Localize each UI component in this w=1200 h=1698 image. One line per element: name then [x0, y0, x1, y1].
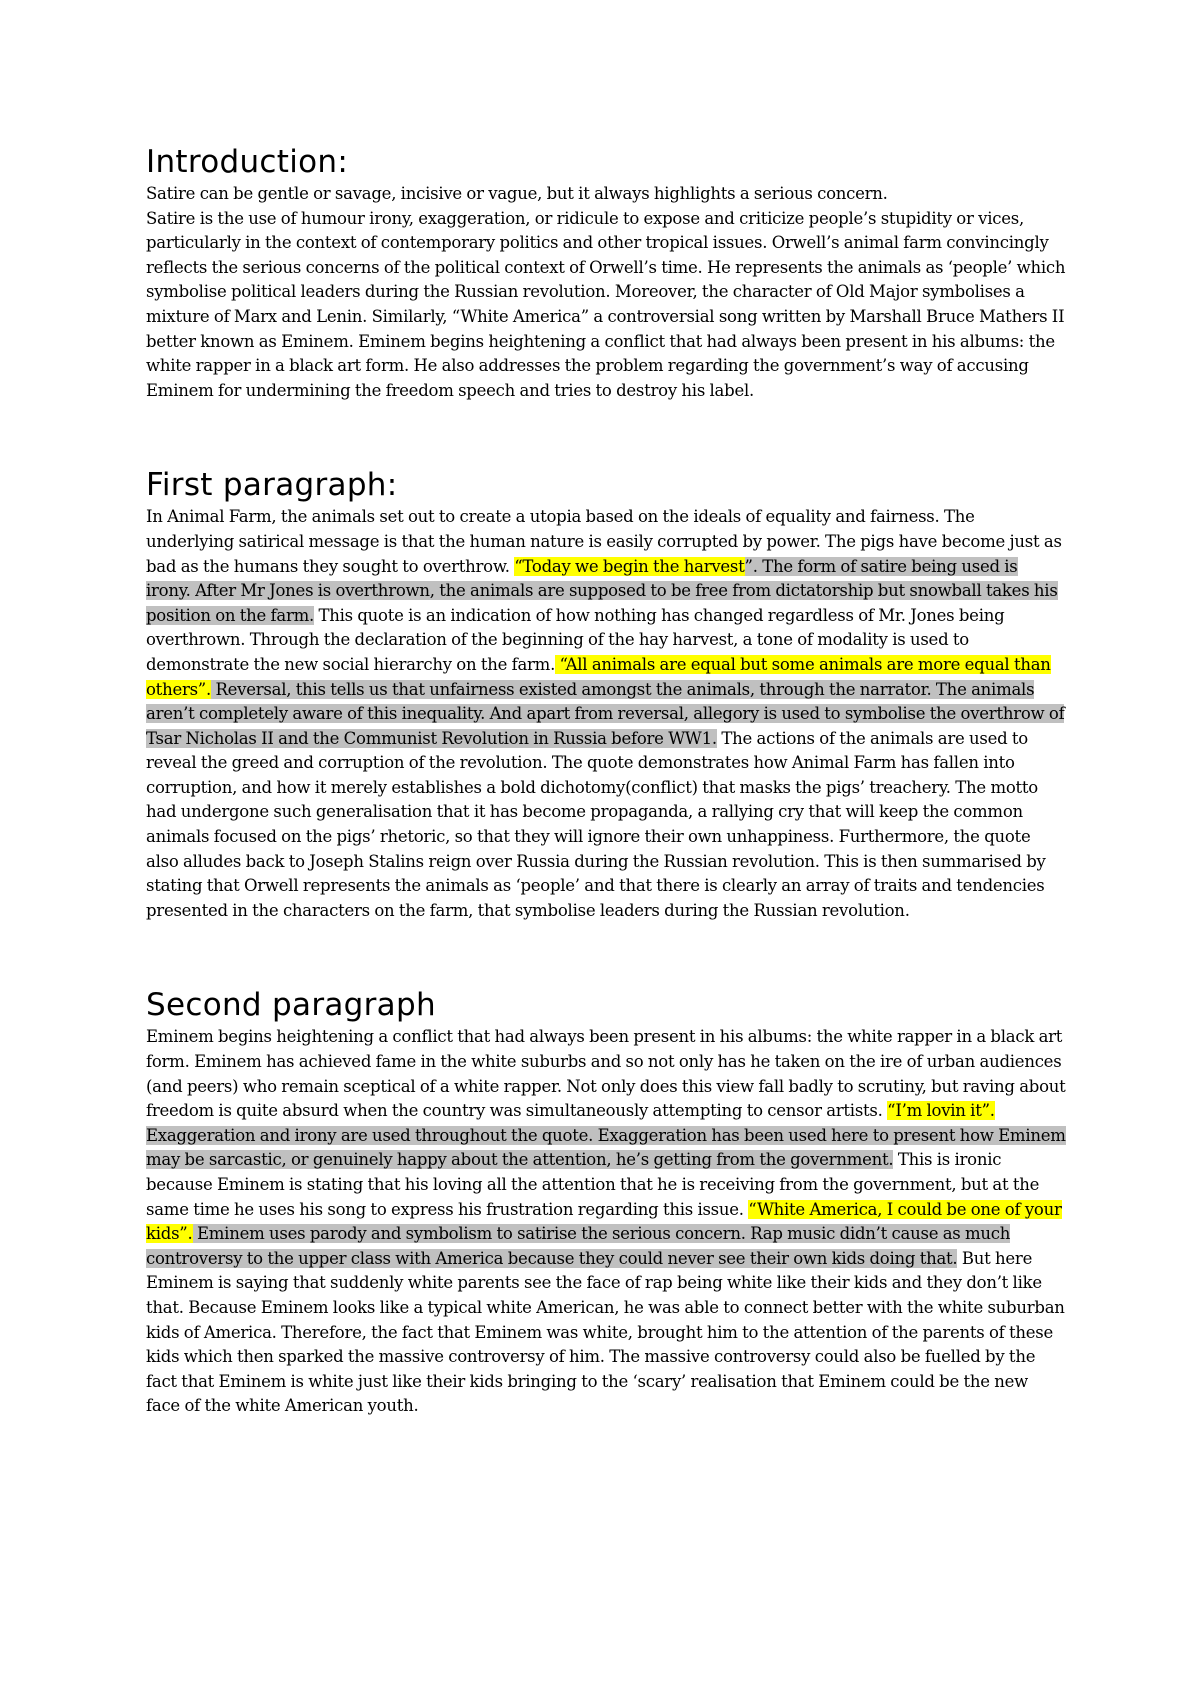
introduction-line-2: Satire is the use of humour irony, exaggeration, or ridicule to expose and criticize people’s stupidity or vices, particularly in the context of contemporary politics and other tropical issues. Orwell’s animal farm convincingly reflects the serious concerns of the political context of Orwell’s time. He represents the animals as ‘people’ which symbolise political leaders during the Russian revolution. Moreover, the character of Old Major symbolises a mixture of Marx and Lenin. Similarly, “White America” a controversial song written by Marshall Bruce Mathers II better known as Eminem. Eminem begins heightening a conflict that had always been present in his albums: the white rapper in a black art form. He also addresses the problem regarding the government’s way of accusing Eminem for undermining the freedom speech and tries to destroy his label. — [146, 208, 1066, 400]
document-body — [146, 142, 1066, 1419]
heading-first-paragraph: First paragraph: — [146, 467, 398, 504]
heading-introduction: Introduction: — [146, 144, 349, 180]
section-first-paragraph — [146, 465, 1066, 923]
highlighted-analysis: Eminem uses parody and symbolism to satirise the serious concern. Rap music didn’t cause as much controversy to the upper class with America because they could never see their own kids doing that. — [146, 1224, 1011, 1268]
section-second-paragraph — [146, 985, 1066, 1419]
highlighted-quote: “White America, I could be one of your kids”. — [146, 1199, 1062, 1244]
section-introduction — [146, 142, 1066, 403]
highlighted-quote: “Today we begin the harvest — [514, 556, 745, 576]
highlighted-analysis: ”. The form of satire being used is irony. After Mr Jones is overthrown, the animals are supposed to be free from dictatorship but snowball takes his position on the farm. — [146, 556, 1058, 625]
text-run: This quote is an indication of how nothing has changed regardless of Mr. Jones being overthrown. Through the declaration of the beginning of the hay harvest, a tone of modality is used to demonstrate the new social hierarchy on the farm. — [146, 605, 1005, 674]
introduction-line-1: Satire can be gentle or savage, incisive or vague, but it always highlights a serious concern. — [146, 184, 888, 203]
highlighted-analysis: Exaggeration and irony are used throughout the quote. Exaggeration has been used here to present how Eminem may be sarcastic, or genuinely happy about the attention, he’s getting from the government. — [146, 1125, 1066, 1170]
text-run: This is ironic because Eminem is stating that his loving all the attention that he is receiving from the government, but at the same time he uses his song to express his frustration regarding this issue. — [146, 1150, 1040, 1219]
text-run: In Animal Farm, the animals set out to create a utopia based on the ideals of equality and fairness. The underlying satirical message is that the human nature is easily corrupted by power. The pigs have become just as bad as the humans they sought to overthrow. — [146, 507, 1062, 576]
highlighted-analysis: Reversal, this tells us that unfairness existed amongst the animals, through the narrator. The animals aren’t completely aware of this inequality. And apart from reversal, allegory is used to symbolise the overthrow of Tsar Nicholas II and the Communist Revolution in Russia before WW1. — [146, 679, 1065, 748]
first-paragraph-text — [146, 505, 1066, 923]
second-paragraph-text — [146, 1025, 1066, 1419]
highlighted-quote: “All animals are equal but some animals are more equal than others”. — [146, 654, 1051, 699]
text-run: The actions of the animals are used to reveal the greed and corruption of the revolution. The quote demonstrates how Animal Farm has fallen into corruption, and how it merely establishes a bold dichotomy(conflict) that masks the pigs’ treachery. The motto had undergone such generalisation that it has become propaganda, a rallying cry that will keep the common animals focused on the pigs’ rhetoric, so that they will ignore their own unhappiness. Furthermore, the quote also alludes back to Joseph Stalins reign over Russia during the Russian revolution. This is then summarised by stating that Orwell represents the animals as ‘people’ and that there is clearly an array of traits and tendencies presented in the characters on the farm, that symbolise leaders during the Russian revolution. — [146, 728, 1046, 920]
text-run: But here Eminem is saying that suddenly white parents see the face of rap being white like their kids and they don’t like that. Because Eminem looks like a typical white American, he was able to connect better with the white suburban kids of America. Therefore, the fact that Eminem was white, brought him to the attention of the parents of these kids which then sparked the massive controversy of him. The massive controversy could also be fuelled by the fact that Eminem is white just like their kids bringing to the ‘scary’ realisation that Eminem could be the new face of the white American youth. — [146, 1248, 1065, 1416]
highlighted-quote: “I’m lovin it”. — [887, 1101, 995, 1121]
heading-second-paragraph: Second paragraph — [146, 987, 436, 1024]
text-run: Eminem begins heightening a conflict that had always been present in his albums: the white rapper in a black art form. Eminem has achieved fame in the white suburbs and so not only has he taken on the ire of urban audiences (and peers) who remain sceptical of a white rapper. Not only does this view fall badly to scrutiny, but raving about freedom is quite absurd when the country was simultaneously attempting to censor artists. — [146, 1027, 1066, 1121]
